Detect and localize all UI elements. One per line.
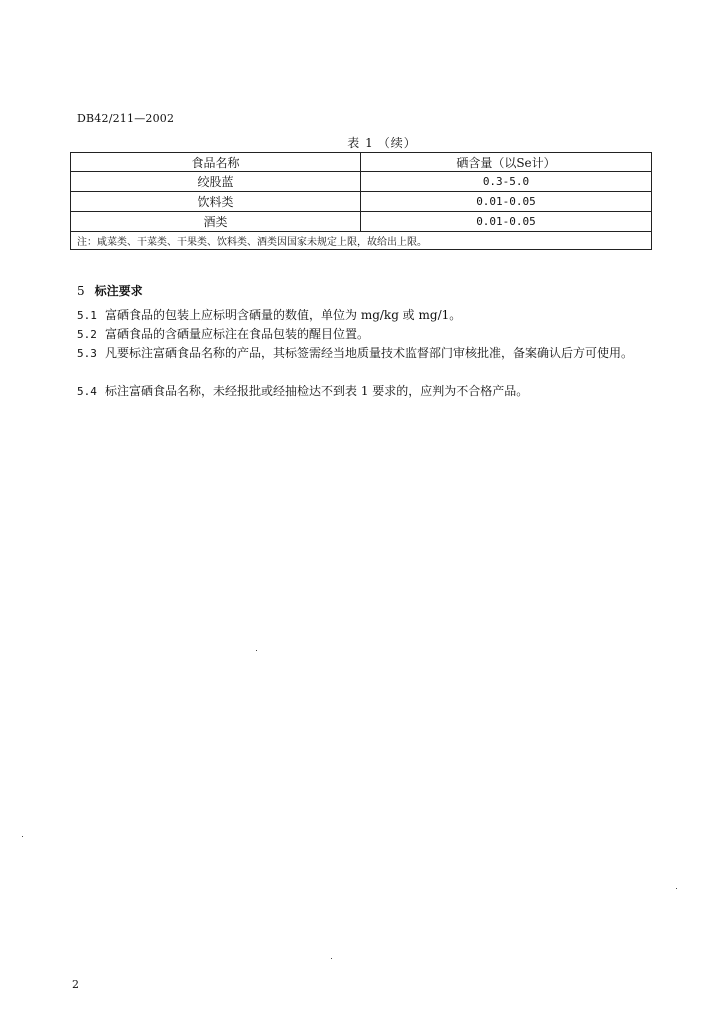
table-note: 注：咸菜类、干菜类、干果类、饮料类、酒类因国家未规定上限，故给出上限。 [71,232,652,250]
clause-text: 富硒食品的包装上应标明含硒量的数值，单位为 mg/kg 或 mg/1。 [105,308,462,322]
table-cell-value: 0.3-5.0 [361,172,652,192]
clause-5-1 [77,306,655,325]
table-caption-label: 表 1 [347,136,374,150]
table-row [71,212,652,232]
clause-number: 5.3 [77,347,97,360]
table-row [71,192,652,212]
table-cell-food: 绞股蓝 [71,172,361,192]
table-cell-food: 酒类 [71,212,361,232]
table-caption-continued: （续） [377,136,417,150]
page-number: 2 [72,978,79,991]
table-row [71,172,652,192]
clause-number: 5.4 [77,385,97,398]
table-caption [0,134,728,151]
clause-5-4 [77,382,655,401]
table-header-row [71,153,652,172]
scan-speck [256,650,257,651]
scan-speck [676,888,677,889]
section-heading [77,282,143,299]
clause-5-2 [77,325,655,344]
table-note-row [71,232,652,250]
clause-text: 标注富硒食品名称，未经报批或经抽检达不到表 1 要求的，应判为不合格产品。 [105,384,529,398]
selenium-content-table [70,152,652,250]
section-number: 5 [77,284,85,298]
clause-text: 凡要标注富硒食品名称的产品，其标签需经当地质量技术监督部门审核批准，备案确认后方可使用。 [105,346,634,360]
section-title: 标注要求 [94,284,143,298]
scan-speck [22,836,23,837]
table-header-selenium-content: 硒含量（以Se计） [361,153,652,172]
table-cell-food: 饮料类 [71,192,361,212]
table-header-food-name: 食品名称 [71,153,361,172]
clause-text: 富硒食品的含硒量应标注在食品包装的醒目位置。 [105,327,370,341]
clause-number: 5.2 [77,328,97,341]
clause-5-3 [77,344,655,363]
clause-number: 5.1 [77,309,97,322]
scan-speck [331,958,332,959]
table-cell-value: 0.01-0.05 [361,212,652,232]
table-cell-value: 0.01-0.05 [361,192,652,212]
standard-code: DB42/211—2002 [77,112,175,125]
